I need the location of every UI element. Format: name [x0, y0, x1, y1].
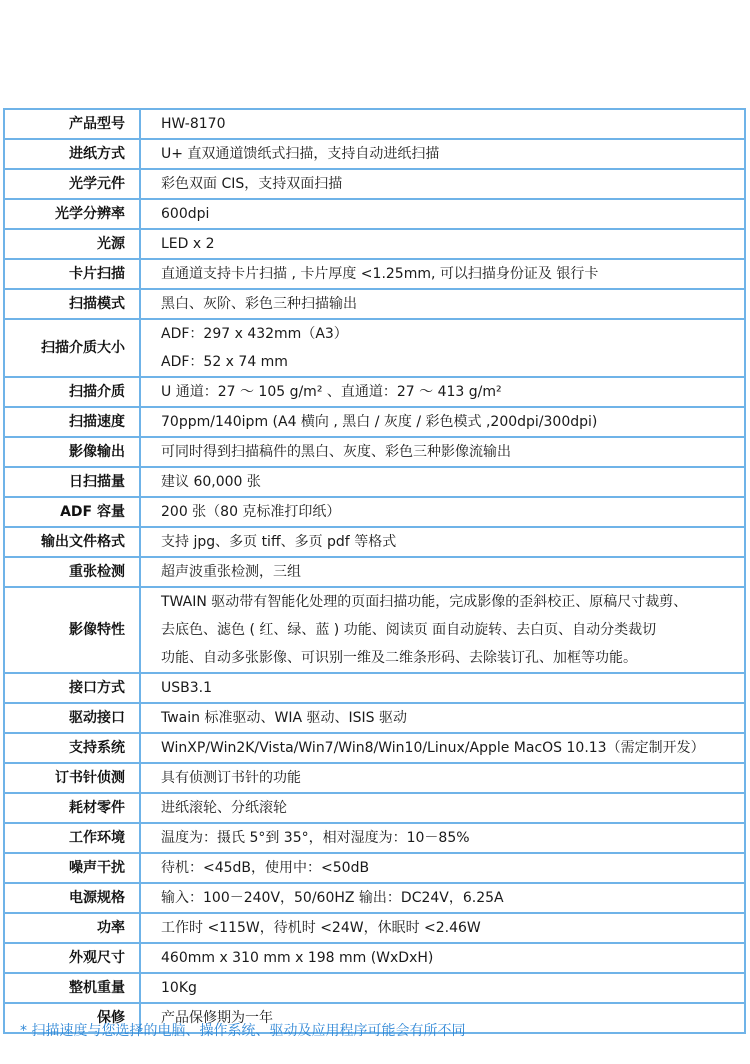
spec-value — [140, 943, 745, 973]
spec-value-line: ADF：297 x 432mm（A3） — [161, 326, 348, 342]
spec-label: 产品型号 — [4, 109, 140, 139]
spec-value — [140, 703, 745, 733]
spec-label: 驱动接口 — [4, 703, 140, 733]
spec-label: 噪声干扰 — [4, 853, 140, 883]
spec-value — [140, 437, 745, 467]
spec-label: 输出文件格式 — [4, 527, 140, 557]
spec-value-line: 支持 jpg、多页 tiff、多页 pdf 等格式 — [161, 534, 397, 550]
spec-label: 保修 — [4, 1003, 140, 1033]
spec-value — [140, 319, 745, 377]
spec-label: 扫描介质 — [4, 377, 140, 407]
spec-value-line: 具有侦测订书针的功能 — [161, 770, 301, 786]
spec-value — [140, 169, 745, 199]
table-row — [4, 319, 745, 377]
spec-value-line: 直通道支持卡片扫描 , 卡片厚度 <1.25mm, 可以扫描身份证及 银行卡 — [161, 266, 599, 282]
spec-value-line: 功能、自动多张影像、可识别一维及二维条形码、去除装订孔、加框等功能。 — [161, 650, 637, 666]
table-row — [4, 823, 745, 853]
spec-value-line: 产品保修期为一年 — [161, 1010, 273, 1026]
spec-value-line: 温度为：摄氏 5°到 35°，相对湿度为：10－85% — [161, 830, 470, 846]
spec-value — [140, 913, 745, 943]
spec-value — [140, 527, 745, 557]
spec-value-line: TWAIN 驱动带有智能化处理的页面扫描功能，完成影像的歪斜校正、原稿尺寸裁剪、 — [161, 594, 688, 610]
spec-value-line: 工作时 <115W，待机时 <24W，休眠时 <2.46W — [161, 920, 481, 936]
spec-value-line: 200 张（80 克标准打印纸） — [161, 504, 341, 520]
spec-value — [140, 467, 745, 497]
spec-label: 外观尺寸 — [4, 943, 140, 973]
spec-value — [140, 109, 745, 139]
spec-label: 扫描介质大小 — [4, 319, 140, 377]
spec-value-line: WinXP/Win2K/Vista/Win7/Win8/Win10/Linux/Apple MacOS 10.13（需定制开发） — [161, 740, 705, 756]
table-row — [4, 229, 745, 259]
table-row — [4, 943, 745, 973]
table-row — [4, 109, 745, 139]
spec-value-line: 进纸滚轮、分纸滚轮 — [161, 800, 287, 816]
spec-value-line: USB3.1 — [161, 680, 213, 696]
table-row — [4, 169, 745, 199]
spec-label: 光学分辨率 — [4, 199, 140, 229]
table-row — [4, 587, 745, 673]
spec-label: 耗材零件 — [4, 793, 140, 823]
spec-label: 电源规格 — [4, 883, 140, 913]
spec-label: 进纸方式 — [4, 139, 140, 169]
spec-value-line: 600dpi — [161, 206, 210, 222]
spec-label: ADF 容量 — [4, 497, 140, 527]
spec-value-line: HW-8170 — [161, 116, 226, 132]
spec-label: 影像输出 — [4, 437, 140, 467]
table-row — [4, 733, 745, 763]
spec-value — [140, 853, 745, 883]
table-row — [4, 793, 745, 823]
table-row — [4, 199, 745, 229]
table-row — [4, 913, 745, 943]
spec-value-line: 460mm x 310 mm x 198 mm (WxDxH) — [161, 950, 434, 966]
spec-value-line: 待机：<45dB，使用中：<50dB — [161, 860, 370, 876]
table-row — [4, 973, 745, 1003]
table-row — [4, 377, 745, 407]
spec-label: 日扫描量 — [4, 467, 140, 497]
spec-label: 工作环境 — [4, 823, 140, 853]
spec-label: 卡片扫描 — [4, 259, 140, 289]
footnote: * 扫描速度与您选择的电脑、操作系统、驱动及应用程序可能会有所不同 — [20, 1023, 466, 1039]
spec-value-line: 70ppm/140ipm (A4 横向 , 黑白 / 灰度 / 彩色模式 ,200dpi/300dpi) — [161, 414, 598, 430]
spec-value-line: 可同时得到扫描稿件的黑白、灰度、彩色三种影像流输出 — [161, 444, 511, 460]
spec-value — [140, 823, 745, 853]
spec-value-line: 去底色、滤色 ( 红、绿、蓝 ) 功能、阅读页 面自动旋转、去白页、自动分类裁切 — [161, 622, 657, 638]
spec-label: 订书针侦测 — [4, 763, 140, 793]
table-row — [4, 853, 745, 883]
table-row — [4, 557, 745, 587]
spec-label: 支持系统 — [4, 733, 140, 763]
spec-value — [140, 883, 745, 913]
spec-value-line: U 通道：27 ～ 105 g/m² 、直通道：27 ～ 413 g/m² — [161, 384, 502, 400]
spec-value — [140, 289, 745, 319]
spec-value-line: Twain 标准驱动、WIA 驱动、ISIS 驱动 — [161, 710, 407, 726]
spec-value — [140, 763, 745, 793]
spec-label: 光学元件 — [4, 169, 140, 199]
spec-label: 影像特性 — [4, 587, 140, 673]
spec-value — [140, 497, 745, 527]
spec-value — [140, 587, 745, 673]
table-row — [4, 763, 745, 793]
spec-label: 接口方式 — [4, 673, 140, 703]
spec-label: 功率 — [4, 913, 140, 943]
spec-value — [140, 557, 745, 587]
spec-value — [140, 139, 745, 169]
table-row — [4, 703, 745, 733]
spec-value — [140, 973, 745, 1003]
spec-value-line: 彩色双面 CIS，支持双面扫描 — [161, 176, 343, 192]
spec-value — [140, 793, 745, 823]
table-row — [4, 407, 745, 437]
spec-value — [140, 259, 745, 289]
spec-value — [140, 407, 745, 437]
table-row — [4, 467, 745, 497]
spec-value-line: ADF：52 x 74 mm — [161, 354, 288, 370]
table-row — [4, 437, 745, 467]
table-row — [4, 673, 745, 703]
spec-label: 扫描速度 — [4, 407, 140, 437]
spec-value-line: 超声波重张检测，三组 — [161, 564, 301, 580]
spec-label: 重张检测 — [4, 557, 140, 587]
spec-value-line: 黑白、灰阶、彩色三种扫描输出 — [161, 296, 357, 312]
spec-value — [140, 733, 745, 763]
spec-value-line: LED x 2 — [161, 236, 215, 252]
spec-value — [140, 673, 745, 703]
spec-value — [140, 377, 745, 407]
table-row — [4, 289, 745, 319]
spec-label: 扫描模式 — [4, 289, 140, 319]
spec-table-body — [4, 109, 745, 1033]
spec-label: 整机重量 — [4, 973, 140, 1003]
spec-value-line: 输入：100－240V，50/60HZ 输出：DC24V，6.25A — [161, 890, 504, 906]
spec-value-line: U+ 直双通道馈纸式扫描，支持自动进纸扫描 — [161, 146, 440, 162]
table-row — [4, 527, 745, 557]
table-row — [4, 497, 745, 527]
spec-value — [140, 199, 745, 229]
table-row — [4, 259, 745, 289]
spec-value — [140, 229, 745, 259]
spec-value-line: 建议 60,000 张 — [161, 474, 261, 490]
table-row — [4, 883, 745, 913]
spec-table — [3, 108, 746, 1034]
spec-label: 光源 — [4, 229, 140, 259]
spec-value-line: 10Kg — [161, 980, 197, 996]
table-row — [4, 139, 745, 169]
